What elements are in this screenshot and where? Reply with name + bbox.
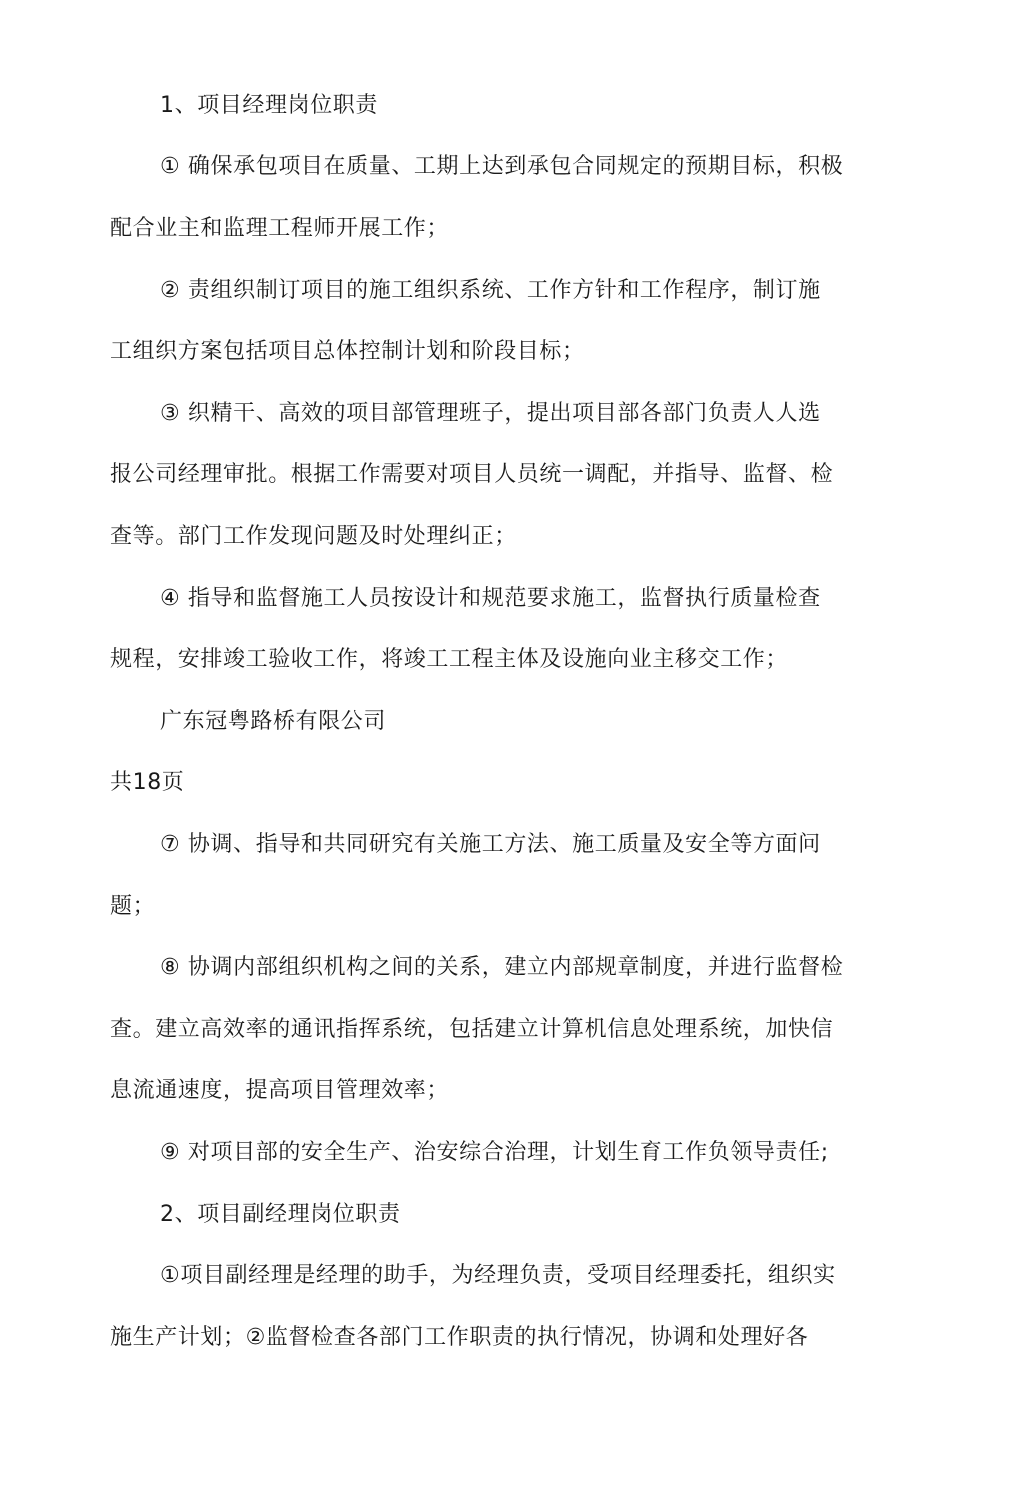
paragraph-line: ⑨ 对项目部的安全生产、治安综合治理，计划生育工作负领导责任; [160, 1140, 829, 1165]
paragraph-line: 配合业主和监理工程师开展工作； [110, 216, 450, 241]
paragraph-line: ① 确保承包项目在质量、工期上达到承包合同规定的预期目标，积极 [160, 154, 844, 179]
paragraph-line: ⑦ 协调、指导和共同研究有关施工方法、施工质量及安全等方面问 [160, 832, 821, 857]
page-count: 共18页 [110, 770, 185, 795]
paragraph-line: 报公司经理审批。根据工作需要对项目人员统一调配，并指导、监督、检 [110, 462, 834, 487]
paragraph-line: ⑧ 协调内部组织机构之间的关系，建立内部规章制度，并进行监督检 [160, 955, 844, 980]
paragraph-line: 查。建立高效率的通讯指挥系统，包括建立计算机信息处理系统，加快信 [110, 1017, 834, 1042]
section-heading-2: 2、项目副经理岗位职责 [160, 1202, 401, 1227]
paragraph-line: 工组织方案包括项目总体控制计划和阶段目标； [110, 339, 585, 364]
paragraph-line: ③ 织精干、高效的项目部管理班子，提出项目部各部门负责人人选 [160, 401, 821, 426]
paragraph-line: ② 责组织制订项目的施工组织系统、工作方针和工作程序，制订施 [160, 278, 821, 303]
paragraph-line: 施生产计划；②监督检查各部门工作职责的执行情况，协调和处理好各 [110, 1325, 809, 1350]
paragraph-line: 规程，安排竣工验收工作，将竣工工程主体及设施向业主移交工作； [110, 647, 789, 672]
company-name: 广东冠粤路桥有限公司 [160, 709, 387, 734]
paragraph-line: 息流通速度，提高项目管理效率； [110, 1078, 450, 1103]
section-heading-1: 1、项目经理岗位职责 [160, 93, 378, 118]
paragraph-line: 查等。部门工作发现问题及时处理纠正； [110, 524, 517, 549]
paragraph-line: 题； [110, 894, 156, 919]
paragraph-line: ④ 指导和监督施工人员按设计和规范要求施工，监督执行质量检查 [160, 586, 821, 611]
paragraph-line: ①项目副经理是经理的助手，为经理负责，受项目经理委托，组织实 [160, 1263, 836, 1288]
